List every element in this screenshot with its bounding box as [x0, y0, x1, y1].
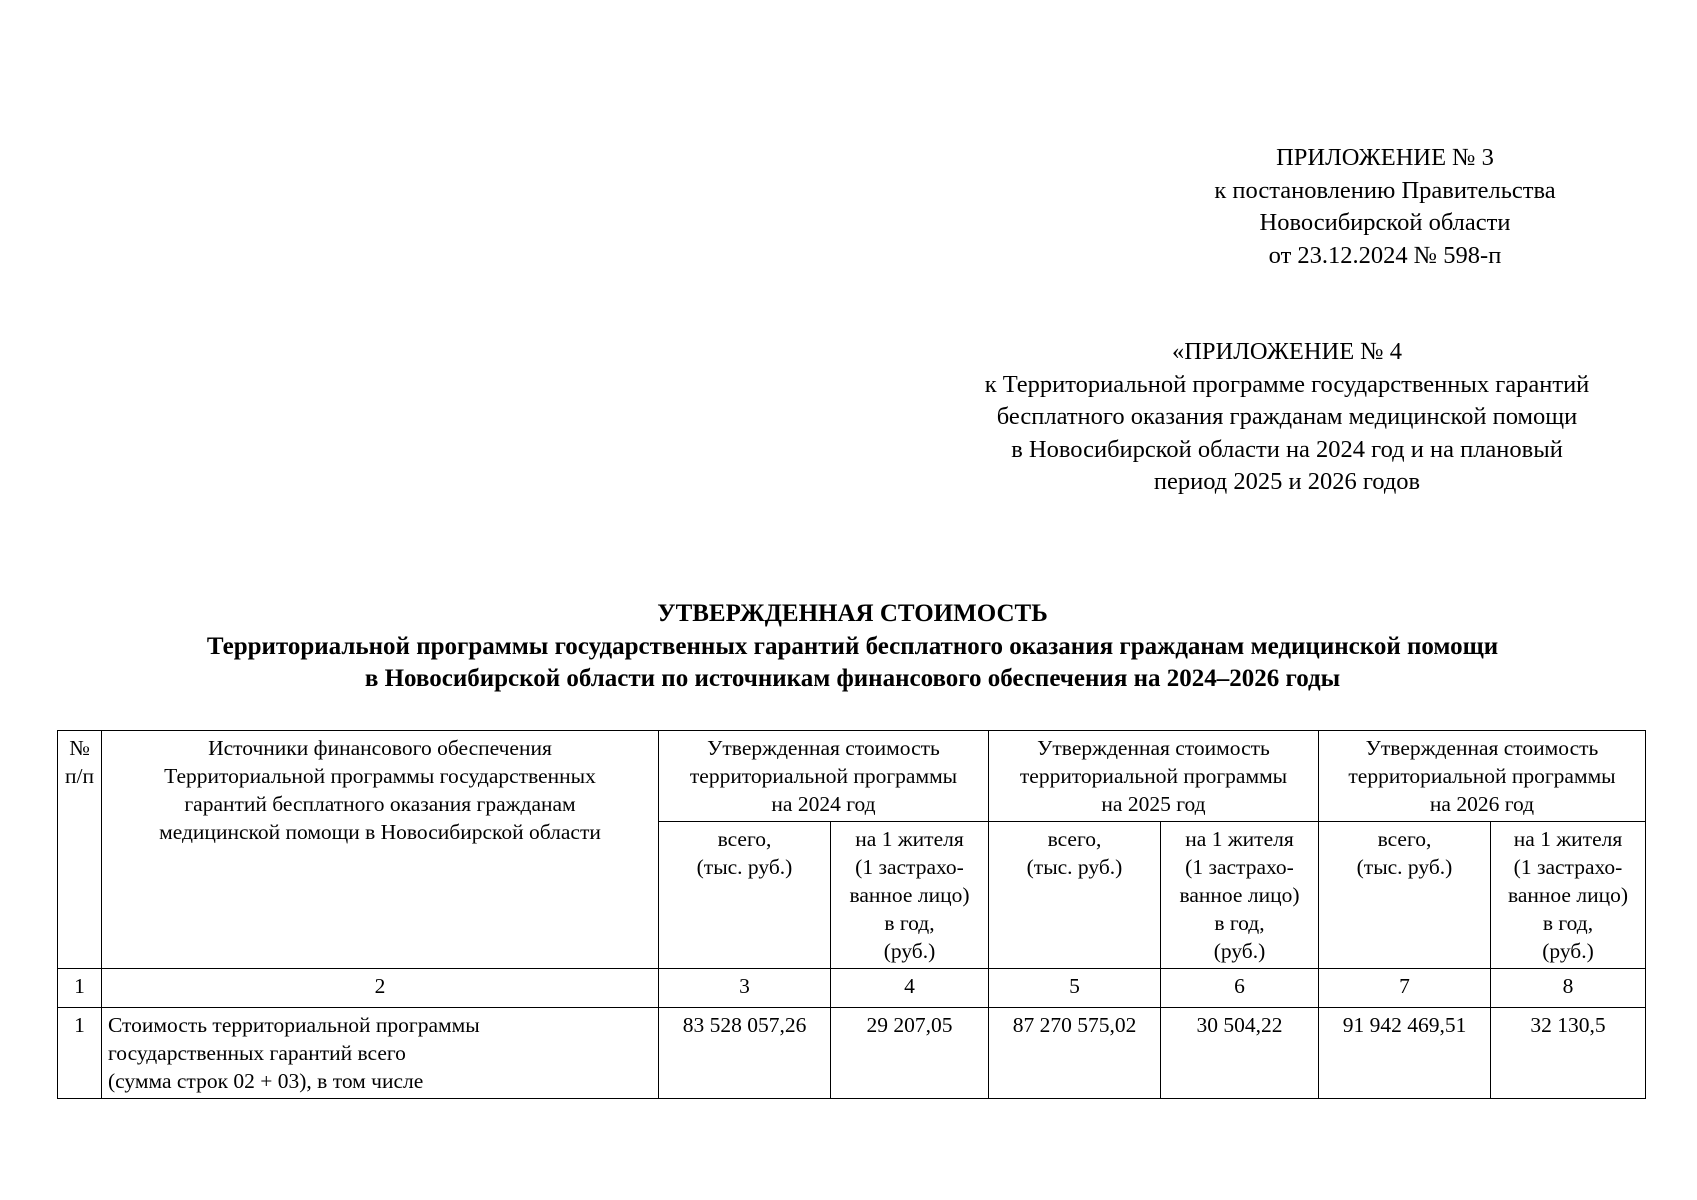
appendix-4-line: к Территориальной программе государственных гарантий — [984, 370, 1590, 398]
column-number-cell: 4 — [831, 969, 989, 1008]
appendix-3-date-number: от 23.12.2024 № 598-п — [1268, 241, 1502, 269]
header-2024-cell: Утвержденная стоимость территориальной программы на 2024 год — [659, 731, 989, 822]
appendix-4-title: «ПРИЛОЖЕНИЕ № 4 — [1171, 338, 1403, 365]
row-name-cell: Стоимость территориальной программы государственных гарантий всего (сумма строк 02 + 03), в том числе — [102, 1008, 659, 1099]
document-title-line: Территориальной программы государственных гарантий бесплатного оказания гражданам медицинской помощи — [206, 632, 1499, 660]
column-number-cell: 7 — [1319, 969, 1491, 1008]
appendix-3-line: Новосибирской области — [1259, 209, 1511, 236]
header-total-2024-cell: всего, (тыс. руб.) — [659, 822, 831, 969]
per-capita-2025-cell: 30 504,22 — [1161, 1008, 1319, 1099]
column-number-cell: 2 — [102, 969, 659, 1008]
appendix-3-title: ПРИЛОЖЕНИЕ № 3 — [1276, 144, 1494, 171]
column-number-cell: 1 — [58, 969, 102, 1008]
total-2025-cell: 87 270 575,02 — [989, 1008, 1161, 1099]
total-2026-cell: 91 942 469,51 — [1319, 1008, 1491, 1099]
total-2024-cell: 83 528 057,26 — [659, 1008, 831, 1099]
header-per-capita-2025-cell: на 1 жителя (1 застрахо- ванное лицо) в год, (руб.) — [1161, 822, 1319, 969]
header-2026-cell: Утвержденная стоимость территориальной программы на 2026 год — [1319, 731, 1646, 822]
column-number-row — [58, 969, 1646, 1008]
column-number-cell: 3 — [659, 969, 831, 1008]
document-title-line: в Новосибирской области по источникам финансового обеспечения на 2024–2026 годы — [364, 665, 1341, 692]
appendix-4-block — [902, 336, 1672, 499]
document-title-line: УТВЕРЖДЕННАЯ СТОИМОСТЬ — [657, 600, 1048, 627]
appendix-4-line: в Новосибирской области на 2024 год и на плановый — [1011, 435, 1563, 463]
table-row — [58, 1008, 1646, 1099]
table-header-row — [58, 731, 1646, 822]
header-2025-cell: Утвержденная стоимость территориальной программы на 2025 год — [989, 731, 1319, 822]
header-total-2025-cell: всего, (тыс. руб.) — [989, 822, 1161, 969]
header-source-cell: Источники финансового обеспечения Территориальной программы государственных гарантий бесплатного оказания гражданам медицинской помощи в Новосибирской области — [102, 731, 659, 969]
document-title — [60, 598, 1645, 696]
appendix-4-line: бесплатного оказания гражданам медицинской помощи — [996, 403, 1578, 430]
appendix-3-line: к постановлению Правительства — [1214, 176, 1556, 204]
per-capita-2024-cell: 29 207,05 — [831, 1008, 989, 1099]
appendix-3-block — [1150, 142, 1620, 272]
cost-table — [57, 730, 1646, 1099]
column-number-cell: 8 — [1491, 969, 1646, 1008]
header-per-capita-2024-cell: на 1 жителя (1 застрахо- ванное лицо) в год, (руб.) — [831, 822, 989, 969]
header-per-capita-2026-cell: на 1 жителя (1 застрахо- ванное лицо) в год, (руб.) — [1491, 822, 1646, 969]
per-capita-2026-cell: 32 130,5 — [1491, 1008, 1646, 1099]
column-number-cell: 6 — [1161, 969, 1319, 1008]
row-num-cell: 1 — [58, 1008, 102, 1099]
appendix-4-line: период 2025 и 2026 годов — [1153, 468, 1421, 495]
header-total-2026-cell: всего, (тыс. руб.) — [1319, 822, 1491, 969]
column-number-cell: 5 — [989, 969, 1161, 1008]
header-num-cell: № п/п — [58, 731, 102, 969]
